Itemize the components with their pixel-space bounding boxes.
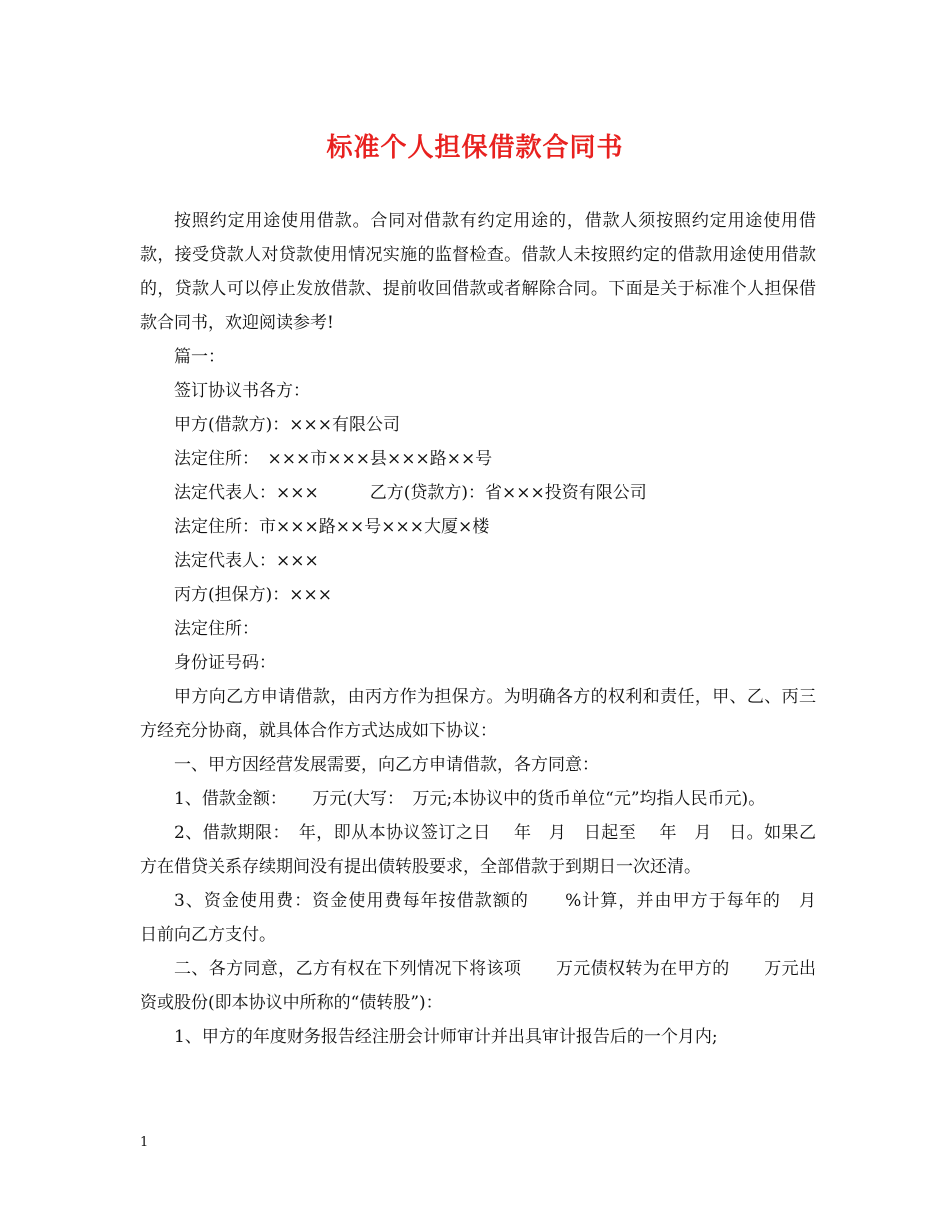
paragraph-party-a: 甲方(借款方)：×××有限公司: [174, 415, 400, 435]
paragraph-party-c-address: 法定住所：: [174, 619, 259, 639]
page-number: 1: [140, 1135, 149, 1150]
paragraph-party-c: 丙方(担保方)：×××: [174, 585, 332, 605]
paragraph-party-b-representative: 法定代表人：×××: [174, 551, 319, 571]
paragraph-clause-one: 一、甲方因经营发展需要，向乙方申请借款，各方同意：: [174, 755, 599, 775]
paragraph-party-a-address: 法定住所： ×××市×××县×××路××号: [174, 449, 493, 469]
document-body: [140, 204, 839, 1054]
paragraph-loan-amount: 1、借款金额： 万元(大写： 万元;本协议中的货币单位“元”均指人民币元)。: [174, 789, 766, 809]
paragraph-parties-heading: 签订协议书各方：: [174, 381, 310, 401]
paragraph-clause-two: 二、各方同意，乙方有权在下列情况下将该项 万元债权转为在甲方的 万元出资或股份(即本协议中所称的“债转股”)：: [140, 959, 816, 1013]
paragraph-clause-two-item-one: 1、甲方的年度财务报告经注册会计师审计并出具审计报告后的一个月内;: [174, 1027, 718, 1047]
paragraph-party-b-address: 法定住所：市×××路××号×××大厦×楼: [174, 517, 490, 537]
paragraph-party-a-representative-party-b: 法定代表人：××× 乙方(贷款方)：省×××投资有限公司: [174, 483, 647, 503]
paragraph-id-number: 身份证号码：: [174, 653, 276, 673]
paragraph-loan-term: 2、借款期限： 年，即从本协议签订之日 年 月 日起至 年 月 日。如果乙方在借贷关系存续期间没有提出债转股要求，全部借款于到期日一次还清。: [140, 823, 816, 877]
paragraph-capital-fee: 3、资金使用费：资金使用费每年按借款额的 %计算，并由甲方于每年的 月 日前向乙方支付。: [140, 891, 839, 945]
document-title: 标准个人担保借款合同书: [326, 133, 624, 163]
paragraph-intro: 按照约定用途使用借款。合同对借款有约定用途的，借款人须按照约定用途使用借款，接受贷款人对贷款使用情况实施的监督检查。借款人未按照约定的借款用途使用借款的，贷款人可以停止发放借款、提前收回借款或者解除合同。下面是关于标准个人担保借款合同书，欢迎阅读参考!: [140, 211, 816, 333]
paragraph-agreement-preface: 甲方向乙方申请借款，由丙方作为担保方。为明确各方的权利和责任，甲、乙、丙三方经充分协商，就具体合作方式达成如下协议：: [140, 687, 816, 741]
paragraph-section-one: 篇一：: [174, 347, 225, 367]
